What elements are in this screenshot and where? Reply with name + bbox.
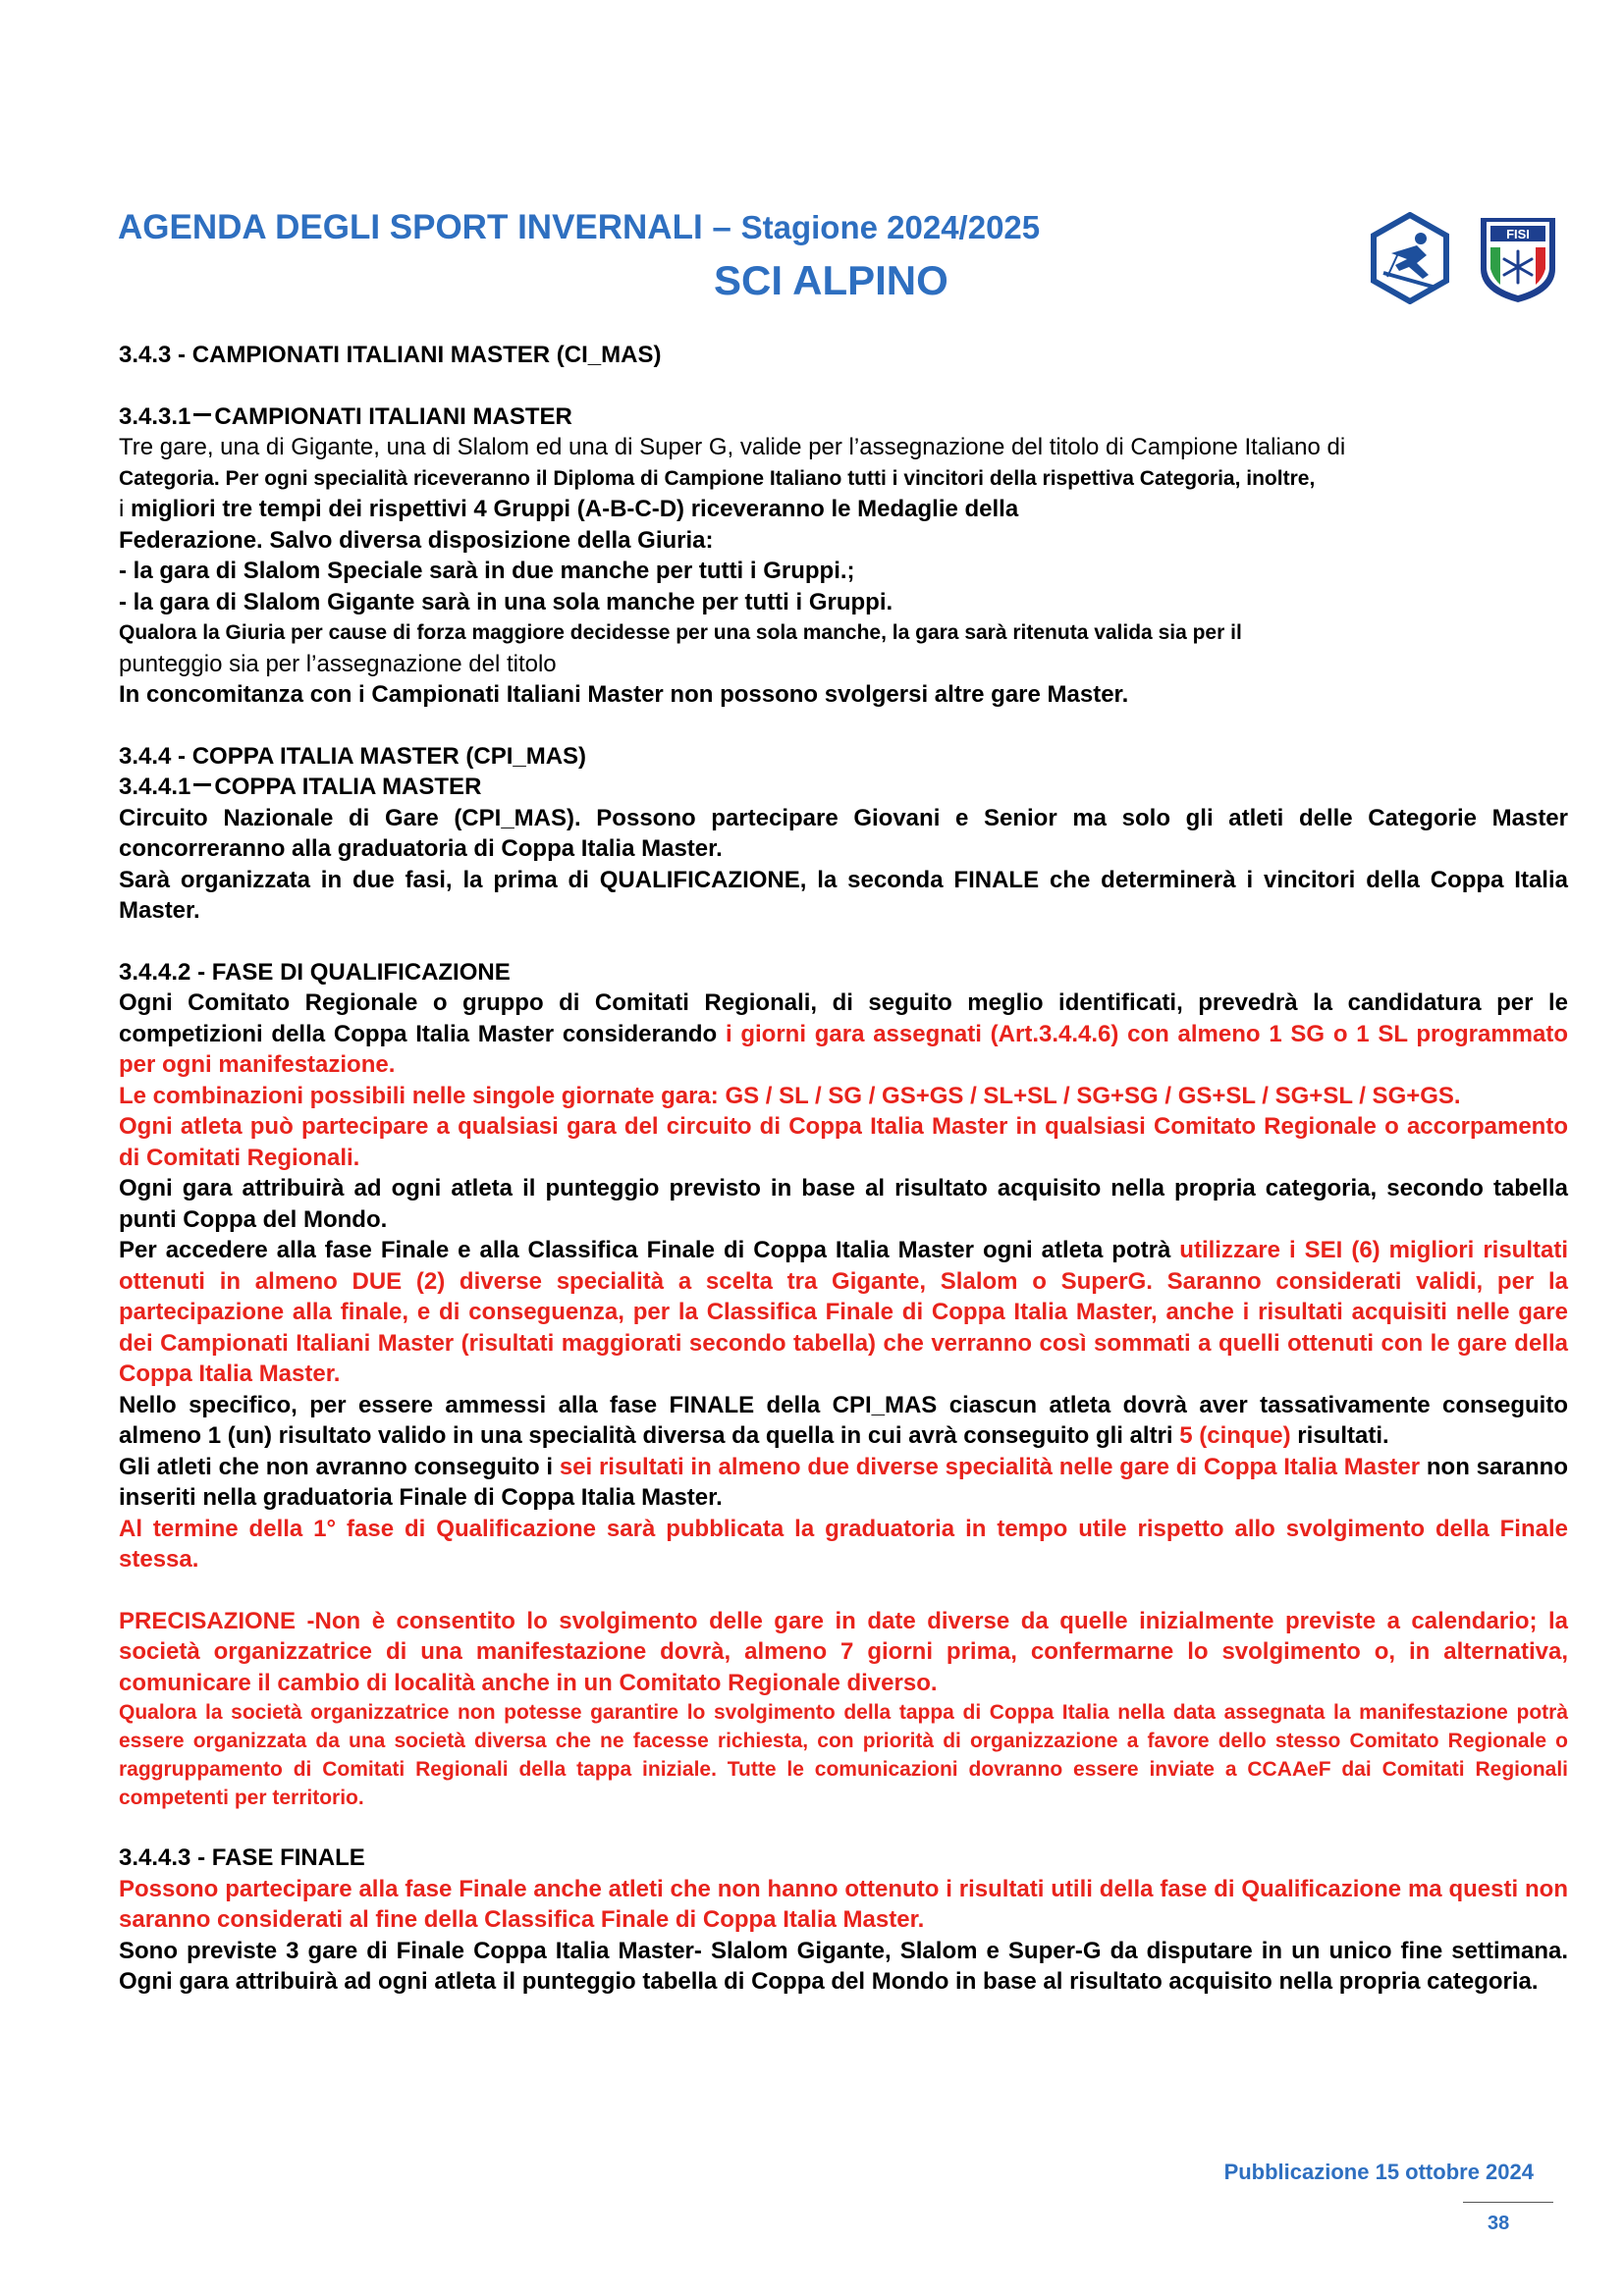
dash-separator [193,783,211,786]
fisi-logo [1475,208,1561,306]
section-3-4-3-heading: 3.4.3 - CAMPIONATI ITALIANI MASTER (CI_MAS) [119,342,662,368]
section-title: CAMPIONATI ITALIANI MASTER [214,402,572,430]
paragraph [119,1235,1568,1390]
agenda-title [118,208,1040,247]
section-3-4-4-3-heading: 3.4.4.3 - FASE FINALE [119,1844,365,1871]
paragraph: In concomitanza con i Campionati Italiani Master non possono svolgersi altre gare Master. [119,681,1129,708]
paragraph-text: Gli atleti che non avranno conseguito i [119,1453,554,1480]
paragraph: punteggio sia per l’assegnazione del titolo [119,650,557,677]
paragraph: Qualora la società organizzatrice non potesse garantire lo svolgimento della tappa di Coppa Italia nella data assegnata la manifestazione potrà essere organizzata da una società diversa che ne facesse richiesta, con priorità di organizzazione a favore dello stesso Comitato Regionale o raggruppamento di Comitati Regionali della tappa iniziale. Tutte le comunicazioni dovranno essere inviate a CCAAeF dai Comitati Regionali competenti per territorio. [119,1701,1568,1809]
highlight-text: 5 (cinque) [1179,1422,1291,1449]
paragraph: Circuito Nazionale di Gare (CPI_MAS). Possono partecipare Giovani e Senior ma solo gli atleti delle Categorie Master concorreranno alla graduatoria di Coppa Italia Master. [119,804,1568,862]
paragraph-text: Ogni Comitato Regionale o gruppo di Comitati Regionali, di seguito meglio identificati, prevedrà la candidatura per le competizioni della Coppa Italia Master considerando [119,989,1568,1047]
paragraph-prefix: i [119,496,125,522]
paragraph: Al termine della 1° fase di Qualificazione sarà pubblicata la graduatoria in tempo utile rispetto allo svolgimento della Finale stessa. [119,1515,1568,1573]
precisazione-paragraph [119,1606,1568,1699]
list-item: - la gara di Slalom Gigante sarà in una sola manche per tutti i Gruppi. [119,588,893,615]
ski-racer-logo [1370,212,1450,304]
section-title: COPPA ITALIA MASTER [214,774,482,800]
paragraph [119,1452,1568,1514]
paragraph: Tre gare, una di Gigante, una di Slalom ed una di Super G, valide per l’assegnazione del titolo di Campione Italiano di [119,434,1346,460]
paragraph: Ogni atleta può partecipare a qualsiasi gara del circuito di Coppa Italia Master in qualsiasi Comitato Regionale o accorpamento di Comitati Regionali. [119,1113,1568,1171]
paragraph-text: non saranno inseriti nella graduatoria Finale di Coppa Italia Master. [119,1453,1568,1511]
section-number: 3.4.3.1 [119,402,191,430]
paragraph-text: Per accedere alla fase Finale e alla Classifica Finale di Coppa Italia Master ogni atleta potrà [119,1237,1171,1263]
section-3-4-4-heading: 3.4.4 - COPPA ITALIA MASTER (CPI_MAS) [119,742,587,770]
title-separator: – [712,208,731,246]
paragraph: Categoria. Per ogni specialità riceveranno il Diploma di Campione Italiano tutti i vincitori della rispettiva Categoria, inoltre, [119,466,1316,490]
paragraph: Le combinazioni possibili nelle singole giornate gara: GS / SL / SG / GS+GS / SL+SL / SG+SG / GS+SL / SG+SL / SG+GS. [119,1082,1461,1109]
discipline-subtitle: SCI ALPINO [714,257,948,303]
paragraph-text: Nello specifico, per essere ammessi alla fase FINALE della CPI_MAS ciascun atleta dovrà aver tassativamente conseguito almeno 1 (un) risultato valido in una specialità diversa da quella in cui avrà conseguito gli altri [119,1391,1568,1449]
paragraph: Qualora la Giuria per cause di forza maggiore decidesse per una sola manche, la gara sarà ritenuta valida sia per il [119,621,1242,644]
precisazione-label: PRECISAZIONE [119,1607,297,1634]
agenda-title-main: AGENDA DEGLI SPORT INVERNALI [118,208,703,246]
section-3-4-4-1-heading [119,772,1568,803]
paragraph-text: migliori tre tempi dei rispettivi 4 Gruppi (A-B-C-D) riceveranno le Medaglie della [131,496,1019,522]
paragraph: Sono previste 3 gare di Finale Coppa Italia Master- Slalom Gigante, Slalom e Super-G da disputare in un unico fine settimana. Ogni gara attribuirà ad ogni atleta il punteggio tabella di Coppa del Mondo in base al risultato acquisito nella propria categoria. [119,1937,1568,1995]
paragraph [119,494,1568,525]
list-item: - la gara di Slalom Speciale sarà in due manche per tutti i Gruppi.; [119,558,855,584]
paragraph-text: -Non è consentito lo svolgimento delle gare in date diverse da quelle inizialmente previste a calendario; la società organizzatrice di una manifestazione dovrà, almeno 7 giorni prima, confermarne lo svolgimento o, in alternativa, comunicare il cambio di località anche in un Comitato Regionale diverso. [119,1607,1568,1696]
paragraph-text: risultati. [1297,1422,1389,1449]
paragraph: Sarà organizzata in due fasi, la prima di QUALIFICAZIONE, la seconda FINALE che determinerà i vincitori della Coppa Italia Master. [119,866,1568,924]
paragraph: Ogni gara attribuirà ad ogni atleta il punteggio previsto in base al risultato acquisito nella propria categoria, secondo tabella punti Coppa del Mondo. [119,1175,1568,1233]
footer-divider [1463,2202,1553,2203]
highlight-text: sei risultati in almeno due diverse specialità nelle gare di Coppa Italia Master [559,1453,1421,1480]
paragraph: Federazione. Salvo diversa disposizione della Giuria: [119,526,714,554]
paragraph [119,988,1568,1081]
section-3-4-3-1-heading [119,401,1568,433]
publication-date: Pubblicazione 15 ottobre 2024 [1223,2160,1534,2184]
svg-text:FISI: FISI [1506,227,1530,241]
highlight-text: utilizzare i SEI (6) migliori risultati ottenuti in almeno DUE (2) diverse specialità a scelta tra Gigante, Slalom o SuperG. Saranno considerati validi, per la partecipazione alla finale, e di conseguenza, per la Classifica Finale di Coppa Italia Master, anche i risultati acquisiti nelle gare dei Campionati Italiani Master (risultati maggiorati secondo tabella) che verranno così sommati a quelli ottenuti con le gare della Coppa Italia Master. [119,1237,1568,1387]
season-label: Stagione 2024/2025 [740,209,1041,245]
paragraph: Possono partecipare alla fase Finale anche atleti che non hanno ottenuto i risultati utili della fase di Qualificazione ma questi non saranno considerati al fine della Classifica Finale di Coppa Italia Master. [119,1875,1568,1933]
document-body [119,340,1568,1998]
highlight-text: i giorni gara assegnati (Art.3.4.4.6) con almeno 1 SG o 1 SL programmato per ogni manifestazione. [119,1020,1569,1078]
paragraph [119,1390,1568,1452]
section-3-4-4-2-heading: 3.4.4.2 - FASE DI QUALIFICAZIONE [119,958,511,986]
section-number: 3.4.4.1 [119,774,191,800]
dash-separator [193,413,211,416]
page-number: 38 [1488,2213,1510,2234]
